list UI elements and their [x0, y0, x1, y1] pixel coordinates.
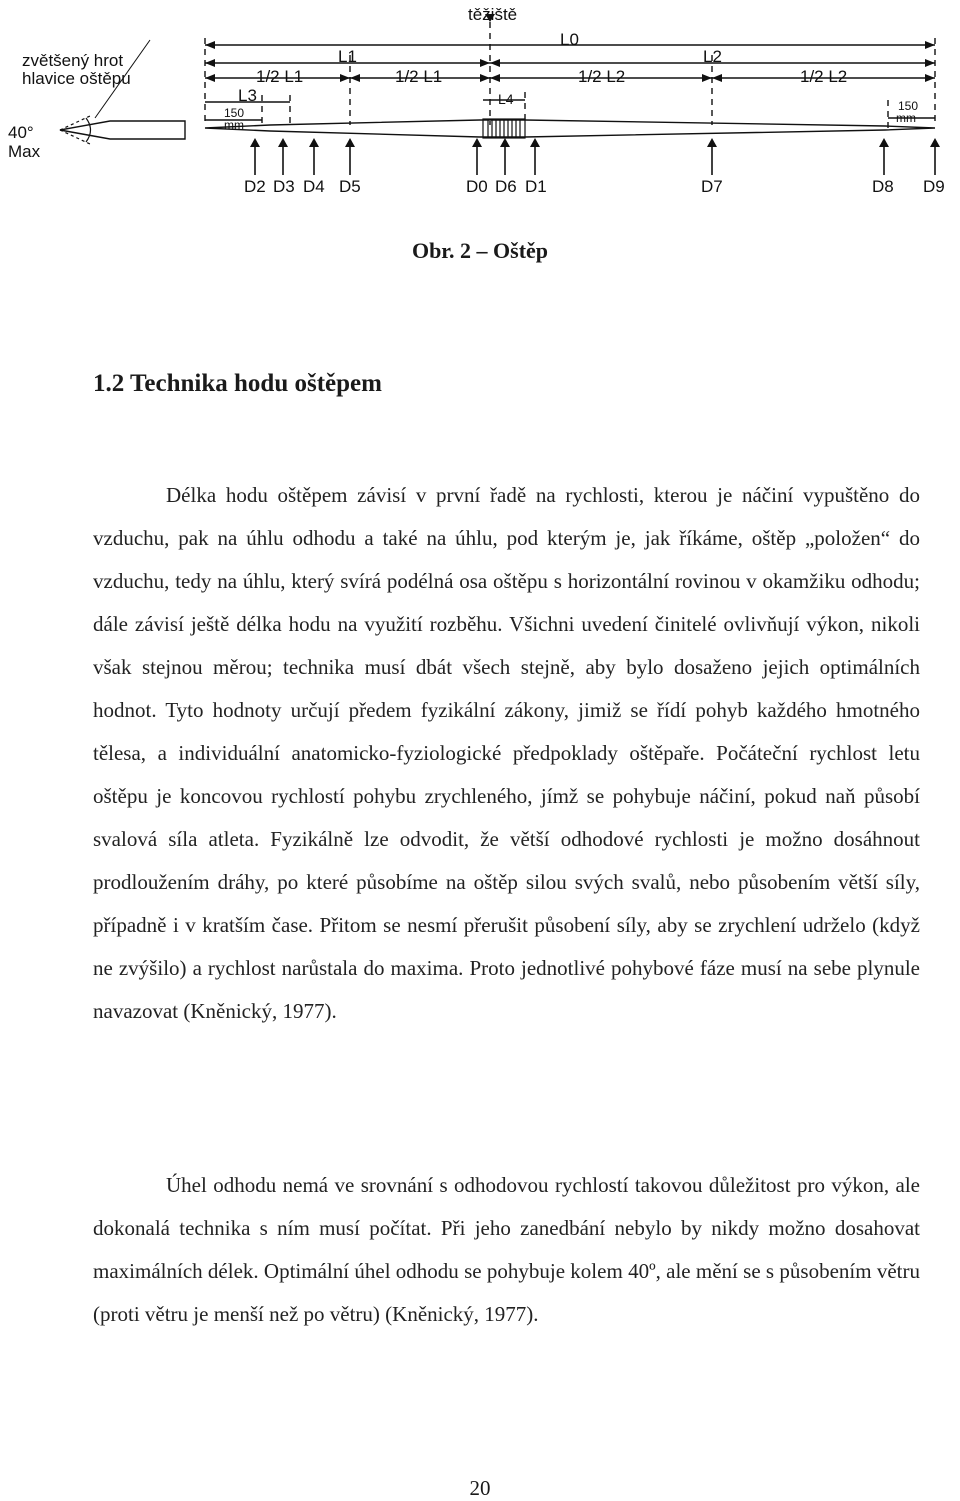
mm150-right-unit: mm: [896, 111, 916, 125]
paragraph-1-text: Délka hodu oštěpem závisí v první řadě na rychlosti, kterou je náčiní vypuštěno do vzduchu, pak na úhlu odhodu a také na úhlu, pod kterým je, jak říkáme, oštěp „položen“ do vzduchu, tedy na úhlu, který svírá podélná osa oštěpu s horizontální rovinou v okamžiku odhodu; dále závisí ještě délka hodu na využití rozběhu. Všichni uvedení činitelé ovlivňují výkon, nikoli však stejnou měrou; technika musí dbát všech stejně, aby bylo dosaženo jejich optimálních hodnot. Tyto hodnoty určují předem fyzikální zákony, jimiž se řídí pohyb každého hmotného tělesa, a individuální anatomicko-fyziologické předpoklady oštěpaře. Počáteční rychlost letu oštěpu je koncovou rychlostí pohybu zrychleného, jímž se pohybuje náčiní, pokud naň působí svalová síla atleta. Fyzikálně lze odvodit, že větší odhodové rychlosti je možno dosáhnout prodloužením dráhy, po které působíme na oštěp silou svých svalů, nebo působením větší síly, případně i v kratším čase. Přitom se nesmí přerušit působení síly, aby se zrychlení udrželo (když ne zvýšilo) a rychlost narůstala do maxima. Proto jednotlivé pohybové fáze musí na sebe plynule navazovat (Kněnický, 1977).: [93, 483, 920, 1023]
label-D6: D6: [495, 177, 517, 196]
label-D2: D2: [244, 177, 266, 196]
label-L3: L3: [238, 86, 257, 105]
paragraph-2-text: Úhel odhodu nemá ve srovnání s odhodovou rychlostí takovou důležitost pro výkon, ale dokonalá technika s ním musí počítat. Při jeho zanedbání nebylo by nikdy možno dosahovat maximálních délek. Optimální úhel odhodu se pohybuje kolem 40º, ale mění se s působením větru (proti větru je menší než po větru) (Kněnický, 1977).: [93, 1173, 920, 1326]
center-of-gravity-label: těžiště: [468, 5, 518, 24]
angle-label: 40°: [8, 123, 34, 142]
label-D7: D7: [701, 177, 723, 196]
label-D1: D1: [525, 177, 547, 196]
label-L1: L1: [338, 47, 357, 66]
figure-caption: Obr. 2 – Oštěp: [411, 238, 549, 263]
label-half-L1-a: 1/2 L1: [256, 67, 304, 86]
page-number: 20: [469, 1476, 491, 1500]
label-D4: D4: [303, 177, 325, 196]
label-D5: D5: [339, 177, 361, 196]
mm150-left-unit: mm: [224, 118, 244, 132]
label-L2: L2: [703, 47, 722, 66]
angle-sub-label: Max: [8, 142, 41, 161]
section-heading: 1.2 Technika hodu oštěpem: [93, 370, 382, 397]
enlarged-tip: [60, 121, 185, 139]
tip-label-line1: zvětšený hrot: [22, 51, 124, 70]
mm150-left-value: 150: [224, 106, 245, 120]
tip-label-line2: hlavice oštěpu: [22, 69, 131, 88]
label-half-L1-b: 1/2 L1: [395, 67, 443, 86]
label-D0: D0: [466, 177, 488, 196]
label-half-L2-a: 1/2 L2: [578, 67, 626, 86]
javelin-diagram: [0, 0, 960, 225]
paragraph-1: [93, 474, 920, 1033]
label-L4: L4: [498, 91, 514, 107]
javelin-shaft: [205, 120, 935, 137]
label-D9: D9: [923, 177, 945, 196]
paragraph-2: [93, 1164, 920, 1336]
label-D3: D3: [273, 177, 295, 196]
label-L0: L0: [560, 30, 579, 49]
label-D8: D8: [872, 177, 894, 196]
label-half-L2-b: 1/2 L2: [800, 67, 848, 86]
mm150-right-value: 150: [898, 99, 919, 113]
